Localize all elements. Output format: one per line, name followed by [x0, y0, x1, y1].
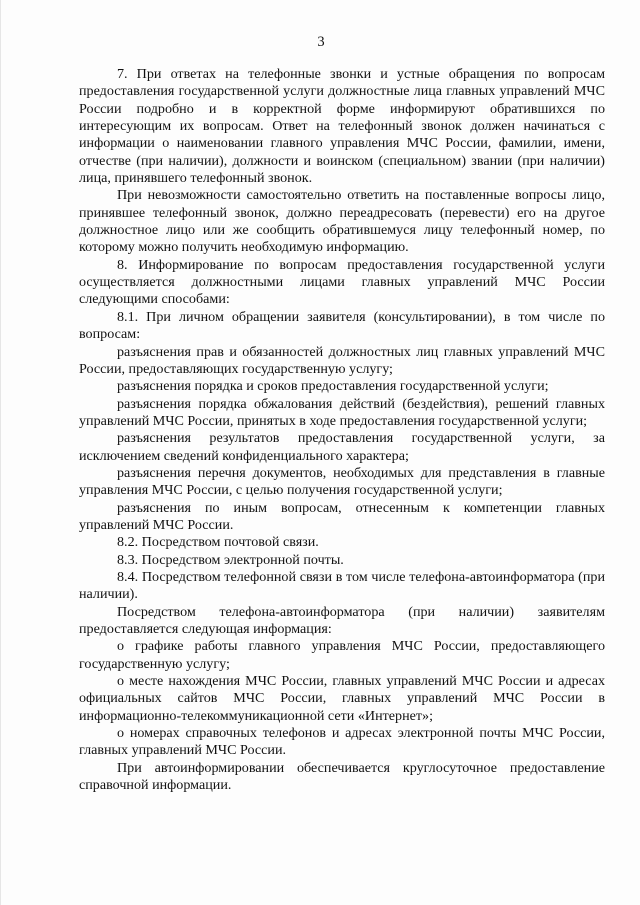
paragraph: 8.4. Посредством телефонной связи в том числе телефона-автоинформатора (при наличии). — [79, 568, 605, 603]
paragraph: 8. Информирование по вопросам предоставления государственной услуги осуществляется должностными лицами главных управлений МЧС России следующими способами: — [79, 256, 605, 308]
paragraph: 8.3. Посредством электронной почты. — [117, 551, 344, 568]
paragraph: При невозможности самостоятельно ответить на поставленные вопросы лицо, принявшее телефонный звонок, должно переадресовать (перевести) его на другое должностное лицо или же сообщить обратившемуся лицу телефонный номер, по которому можно получить необходимую информацию. — [79, 187, 605, 256]
paragraph: разъяснения по иным вопросам, отнесенным к компетенции главных управлений МЧС России. — [79, 499, 605, 533]
paragraph: разъяснения порядка и сроков предоставления государственной услуги; — [117, 378, 549, 395]
paragraph: разъяснения перечня документов, необходимых для представления в главные управления МЧС России, с целью получения государственной услуги; — [79, 464, 605, 499]
page-number: 3 — [317, 34, 325, 50]
paragraph: Посредством телефона-автоинформатора (при наличии) заявителям предоставляется следующая информация: — [79, 603, 605, 637]
paragraph: о месте нахождения МЧС России, главных управлений МЧС России и адресах официальных сайтов МЧС России, главных управлений МЧС России в информационно-телекоммуникационной сети «Интернет»; — [79, 673, 605, 724]
paragraph: разъяснения прав и обязанностей должностных лиц главных управлений МЧС России, предоставляющих государственную услугу; — [79, 343, 605, 377]
document-body — [79, 66, 605, 794]
paragraph: 8.1. При личном обращении заявителя (консультировании), в том числе по вопросам: — [79, 308, 605, 343]
paragraph: разъяснения порядка обжалования действий (бездействия), решений главных управлений МЧС России, принятых в ходе предоставления государственной услуги; — [79, 395, 605, 429]
paragraph: о номерах справочных телефонов и адресах электронной почты МЧС России, главных управлений МЧС России. — [79, 725, 605, 759]
paragraph: 7. При ответах на телефонные звонки и устные обращения по вопросам предоставления государственной услуги должностные лица главных управлений МЧС России подробно и в корректной форме информируют обратившихся по интересующим их вопросам. Ответ на телефонный звонок должен начинаться с информации о наименовании главного управления МЧС России, фамилии, имени, отчестве (при наличии), должности и воинском (специальном) звании (при наличии) лица, принявшего телефонный звонок. — [79, 66, 605, 187]
paragraph: 8.2. Посредством почтовой связи. — [117, 534, 319, 551]
paragraph: При автоинформировании обеспечивается круглосуточное предоставление справочной информации. — [79, 759, 605, 794]
paragraph: о графике работы главного управления МЧС России, предоставляющего государственную услугу; — [79, 638, 605, 672]
paragraph: разъяснения результатов предоставления государственной услуги, за исключением сведений конфиденциального характера; — [79, 430, 605, 464]
